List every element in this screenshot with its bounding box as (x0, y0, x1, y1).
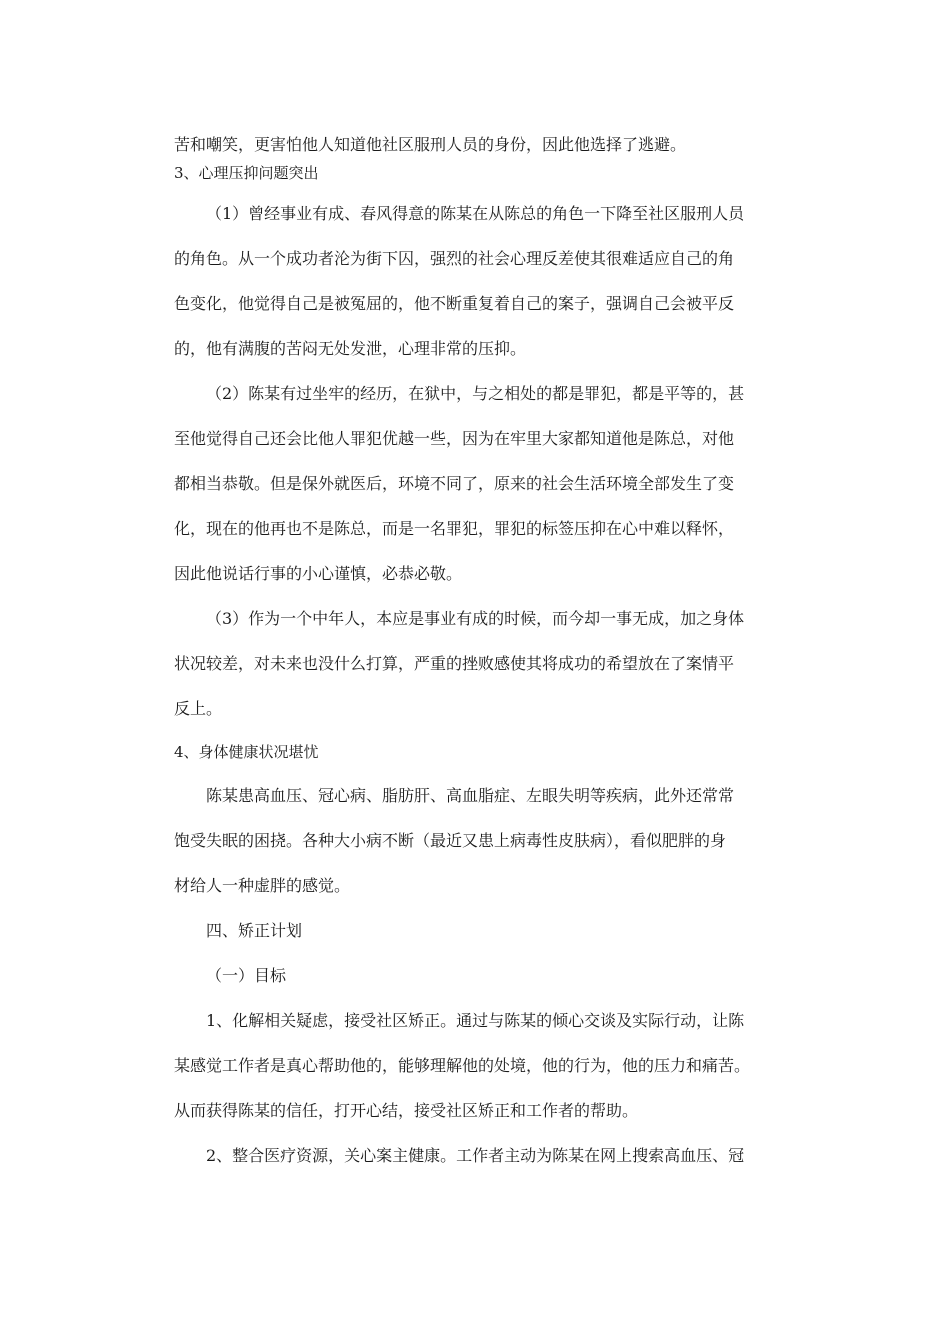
text-line: 的角色。从一个成功者沦为街下囚，强烈的社会心理反差使其很难适应自己的角 (174, 249, 735, 268)
section-heading: 3、心理压抑问题突出 (174, 164, 319, 182)
text-line: 材给人一种虚胖的感觉。 (174, 876, 351, 895)
text-line: 色变化，他觉得自己是被冤屈的，他不断重复着自己的案子，强调自己会被平反 (174, 294, 735, 313)
text-line: 都相当恭敬。但是保外就医后，环境不同了，原来的社会生活环境全部发生了变 (174, 474, 735, 493)
text-line: 苦和嘲笑，更害怕他人知道他社区服刑人员的身份，因此他选择了逃避。 (174, 135, 687, 154)
text-line: 从而获得陈某的信任，打开心结，接受社区矫正和工作者的帮助。 (174, 1101, 639, 1120)
text-line: 陈某患高血压、冠心病、脂肪肝、高血脂症、左眼失明等疾病，此外还常常 (206, 786, 735, 805)
text-line: 1、化解相关疑虑，接受社区矫正。通过与陈某的倾心交谈及实际行动，让陈 (206, 1011, 745, 1030)
text-line: （1）曾经事业有成、春风得意的陈某在从陈总的角色一下降至社区服刑人员 (206, 204, 745, 223)
text-line: 反上。 (174, 699, 223, 718)
text-line: （2）陈某有过坐牢的经历，在狱中，与之相处的都是罪犯，都是平等的，甚 (206, 384, 745, 403)
text-line: 2、整合医疗资源，关心案主健康。工作者主动为陈某在网上搜索高血压、冠 (206, 1146, 745, 1165)
text-line: 饱受失眠的困挠。各种大小病不断（最近又患上病毒性皮肤病），看似肥胖的身 (174, 831, 727, 850)
text-line: 状况较差，对未来也没什么打算，严重的挫败感使其将成功的希望放在了案情平 (174, 654, 735, 673)
text-line: 至他觉得自己还会比他人罪犯优越一些，因为在牢里大家都知道他是陈总，对他 (174, 429, 735, 448)
section-heading: 四、矫正计划 (206, 921, 303, 940)
subsection-heading: （一）目标 (206, 966, 287, 985)
section-heading: 4、身体健康状况堪忧 (174, 743, 319, 761)
text-line: 因此他说话行事的小心谨慎，必恭必敬。 (174, 564, 463, 583)
text-line: （3）作为一个中年人，本应是事业有成的时候，而今却一事无成，加之身体 (206, 609, 745, 628)
text-line: 某感觉工作者是真心帮助他的，能够理解他的处境，他的行为，他的压力和痛苦。 (174, 1056, 751, 1075)
text-line: 的，他有满腹的苦闷无处发泄，心理非常的压抑。 (174, 339, 527, 358)
text-line: 化，现在的他再也不是陈总，而是一名罪犯，罪犯的标签压抑在心中难以释怀， (174, 519, 735, 538)
